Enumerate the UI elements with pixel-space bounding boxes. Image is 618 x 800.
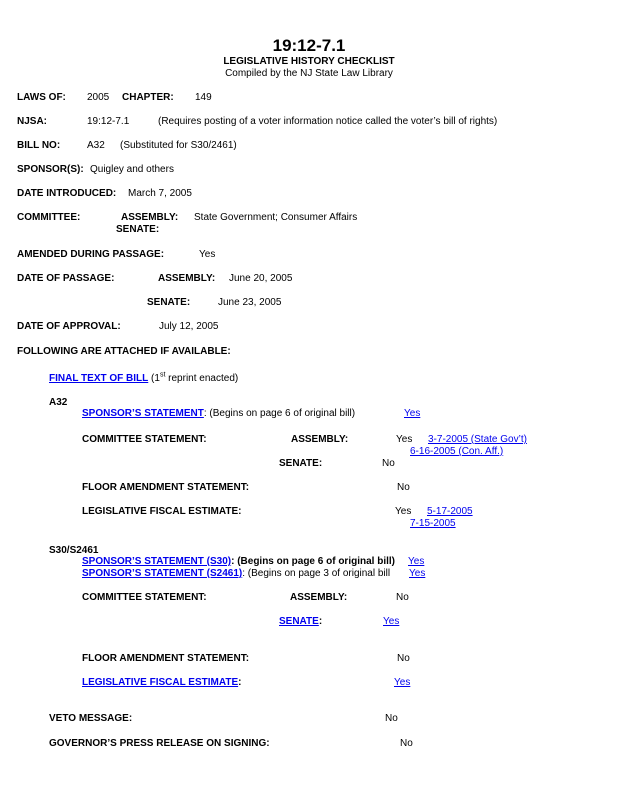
a32-fiscal-link-2[interactable]: 7-15-2005	[410, 518, 456, 529]
s30-senate-link[interactable]: SENATE	[279, 616, 319, 627]
a32-assembly-label: ASSEMBLY:	[291, 434, 349, 445]
a32-fiscal-link-1[interactable]: 5-17-2005	[427, 506, 473, 517]
laws-of-year: 2005	[87, 92, 110, 103]
a32-assembly-link-state-govt[interactable]: 3-7-2005 (State Gov’t)	[428, 434, 527, 445]
passage-assembly-value: June 20, 2005	[229, 273, 293, 284]
s30-floor-value: No	[397, 653, 410, 664]
committee-assembly-value: State Government; Consumer Affairs	[194, 212, 358, 223]
bill-no-label: BILL NO:	[17, 140, 61, 151]
passage-assembly-label: ASSEMBLY:	[158, 273, 216, 284]
chapter-value: 149	[195, 92, 212, 103]
page-title: 19:12-7.1	[272, 36, 346, 55]
compiled-by: Compiled by the NJ State Law Library	[225, 68, 393, 79]
approval-value: July 12, 2005	[159, 321, 219, 332]
amended-label: AMENDED DURING PASSAGE:	[17, 249, 165, 260]
veto-value: No	[385, 713, 398, 724]
attached-heading: FOLLOWING ARE ATTACHED IF AVAILABLE:	[17, 346, 231, 357]
s30-floor-label: FLOOR AMENDMENT STATEMENT:	[82, 653, 250, 664]
approval-label: DATE OF APPROVAL:	[17, 321, 121, 332]
s30-assembly-value: No	[396, 592, 409, 603]
a32-fiscal-yes: Yes	[395, 506, 412, 517]
s30-sponsor1-line: SPONSOR’S STATEMENT (S30): (Begins on page 6 of original bill)	[82, 556, 395, 567]
amended-value: Yes	[199, 249, 216, 260]
sponsors-label: SPONSOR(S):	[17, 164, 84, 175]
a32-sponsor-yes-link[interactable]: Yes	[404, 408, 421, 419]
njsa-label: NJSA:	[17, 116, 48, 127]
a32-sponsor-statement-link[interactable]: SPONSOR’S STATEMENT	[82, 408, 204, 419]
s30-senate-yes-link[interactable]: Yes	[383, 616, 400, 627]
s30-fiscal-link[interactable]: LEGISLATIVE FISCAL ESTIMATE	[82, 677, 239, 688]
njsa-code: 19:12-7.1	[87, 116, 130, 127]
final-text-line: FINAL TEXT OF BILL (1st reprint enacted)	[49, 371, 239, 384]
committee-label: COMMITTEE:	[17, 212, 81, 223]
sponsors-value: Quigley and others	[90, 164, 174, 175]
a32-floor-value: No	[397, 482, 410, 493]
governor-press-value: No	[400, 738, 413, 749]
governor-press-label: GOVERNOR’S PRESS RELEASE ON SIGNING:	[49, 738, 270, 749]
njsa-description: (Requires posting of a voter information notice called the voter’s bill of rights)	[158, 116, 498, 127]
s2461-sponsor-statement-link[interactable]: SPONSOR’S STATEMENT (S2461)	[82, 568, 243, 579]
a32-assembly-yes: Yes	[396, 434, 413, 445]
laws-of-label: LAWS OF:	[17, 92, 66, 103]
s30-fiscal-line: LEGISLATIVE FISCAL ESTIMATE:	[82, 677, 242, 688]
veto-label: VETO MESSAGE:	[49, 713, 133, 724]
s30-sponsor-statement-link[interactable]: SPONSOR’S STATEMENT (S30)	[82, 556, 232, 567]
a32-heading: A32	[49, 397, 68, 408]
s2461-sponsor-yes-link[interactable]: Yes	[409, 568, 426, 579]
date-introduced-value: March 7, 2005	[128, 188, 192, 199]
bill-substituted-note: (Substituted for S30/2461)	[120, 140, 237, 151]
passage-senate-value: June 23, 2005	[218, 297, 282, 308]
a32-senate-label: SENATE:	[279, 458, 323, 469]
passage-senate-label: SENATE:	[147, 297, 191, 308]
s30-committee-label: COMMITTEE STATEMENT:	[82, 592, 207, 603]
chapter-label: CHAPTER:	[122, 92, 174, 103]
date-introduced-label: DATE INTRODUCED:	[17, 188, 117, 199]
a32-senate-value: No	[382, 458, 395, 469]
s30-fiscal-yes-link[interactable]: Yes	[394, 677, 411, 688]
s30-heading: S30/S2461	[49, 545, 99, 556]
a32-assembly-link-con-aff[interactable]: 6-16-2005 (Con. Aff.)	[410, 446, 504, 457]
final-text-link[interactable]: FINAL TEXT OF BILL	[49, 373, 149, 384]
a32-sponsor-line: SPONSOR’S STATEMENT: (Begins on page 6 of original bill)	[82, 408, 356, 419]
passage-label: DATE OF PASSAGE:	[17, 273, 115, 284]
a32-fiscal-label: LEGISLATIVE FISCAL ESTIMATE:	[82, 506, 242, 517]
a32-committee-label: COMMITTEE STATEMENT:	[82, 434, 207, 445]
checklist-subtitle: LEGISLATIVE HISTORY CHECKLIST	[223, 56, 395, 67]
committee-senate-label: SENATE:	[116, 224, 160, 235]
s2461-sponsor-line: SPONSOR’S STATEMENT (S2461): (Begins on page 3 of original bill	[82, 568, 391, 579]
s30-sponsor-yes-link[interactable]: Yes	[408, 556, 425, 567]
s30-assembly-label: ASSEMBLY:	[290, 592, 348, 603]
s30-senate-line: SENATE:	[279, 616, 323, 627]
committee-assembly-label: ASSEMBLY:	[121, 212, 179, 223]
bill-no-value: A32	[87, 140, 105, 151]
a32-floor-label: FLOOR AMENDMENT STATEMENT:	[82, 482, 250, 493]
